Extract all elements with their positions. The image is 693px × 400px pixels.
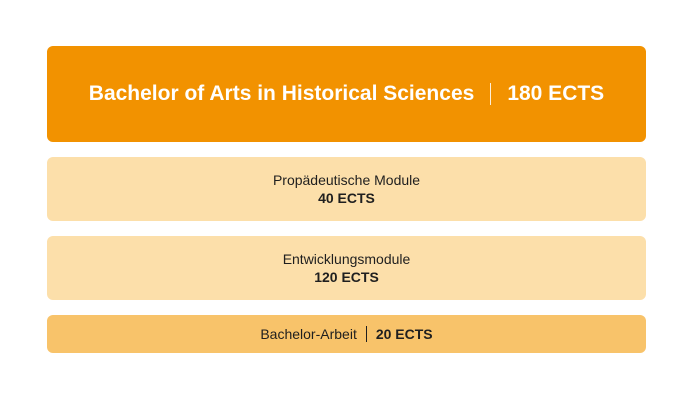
module-block-development [47, 236, 646, 300]
program-title: Bachelor of Arts in Historical Sciences [88, 82, 475, 105]
module-block-propaedeutic [47, 157, 646, 221]
module-ects: 40 ECTS [318, 190, 375, 206]
thesis-block [47, 315, 646, 353]
program-total-ects: 180 ECTS [507, 82, 605, 105]
thesis-name: Bachelor-Arbeit [260, 326, 357, 342]
module-ects: 120 ECTS [314, 269, 379, 285]
module-name: Propädeutische Module [272, 172, 421, 188]
module-name: Entwicklungsmodule [282, 251, 411, 267]
thesis-ects: 20 ECTS [375, 326, 433, 342]
program-header [47, 46, 646, 142]
header-divider [490, 83, 491, 105]
thesis-divider [366, 326, 367, 342]
